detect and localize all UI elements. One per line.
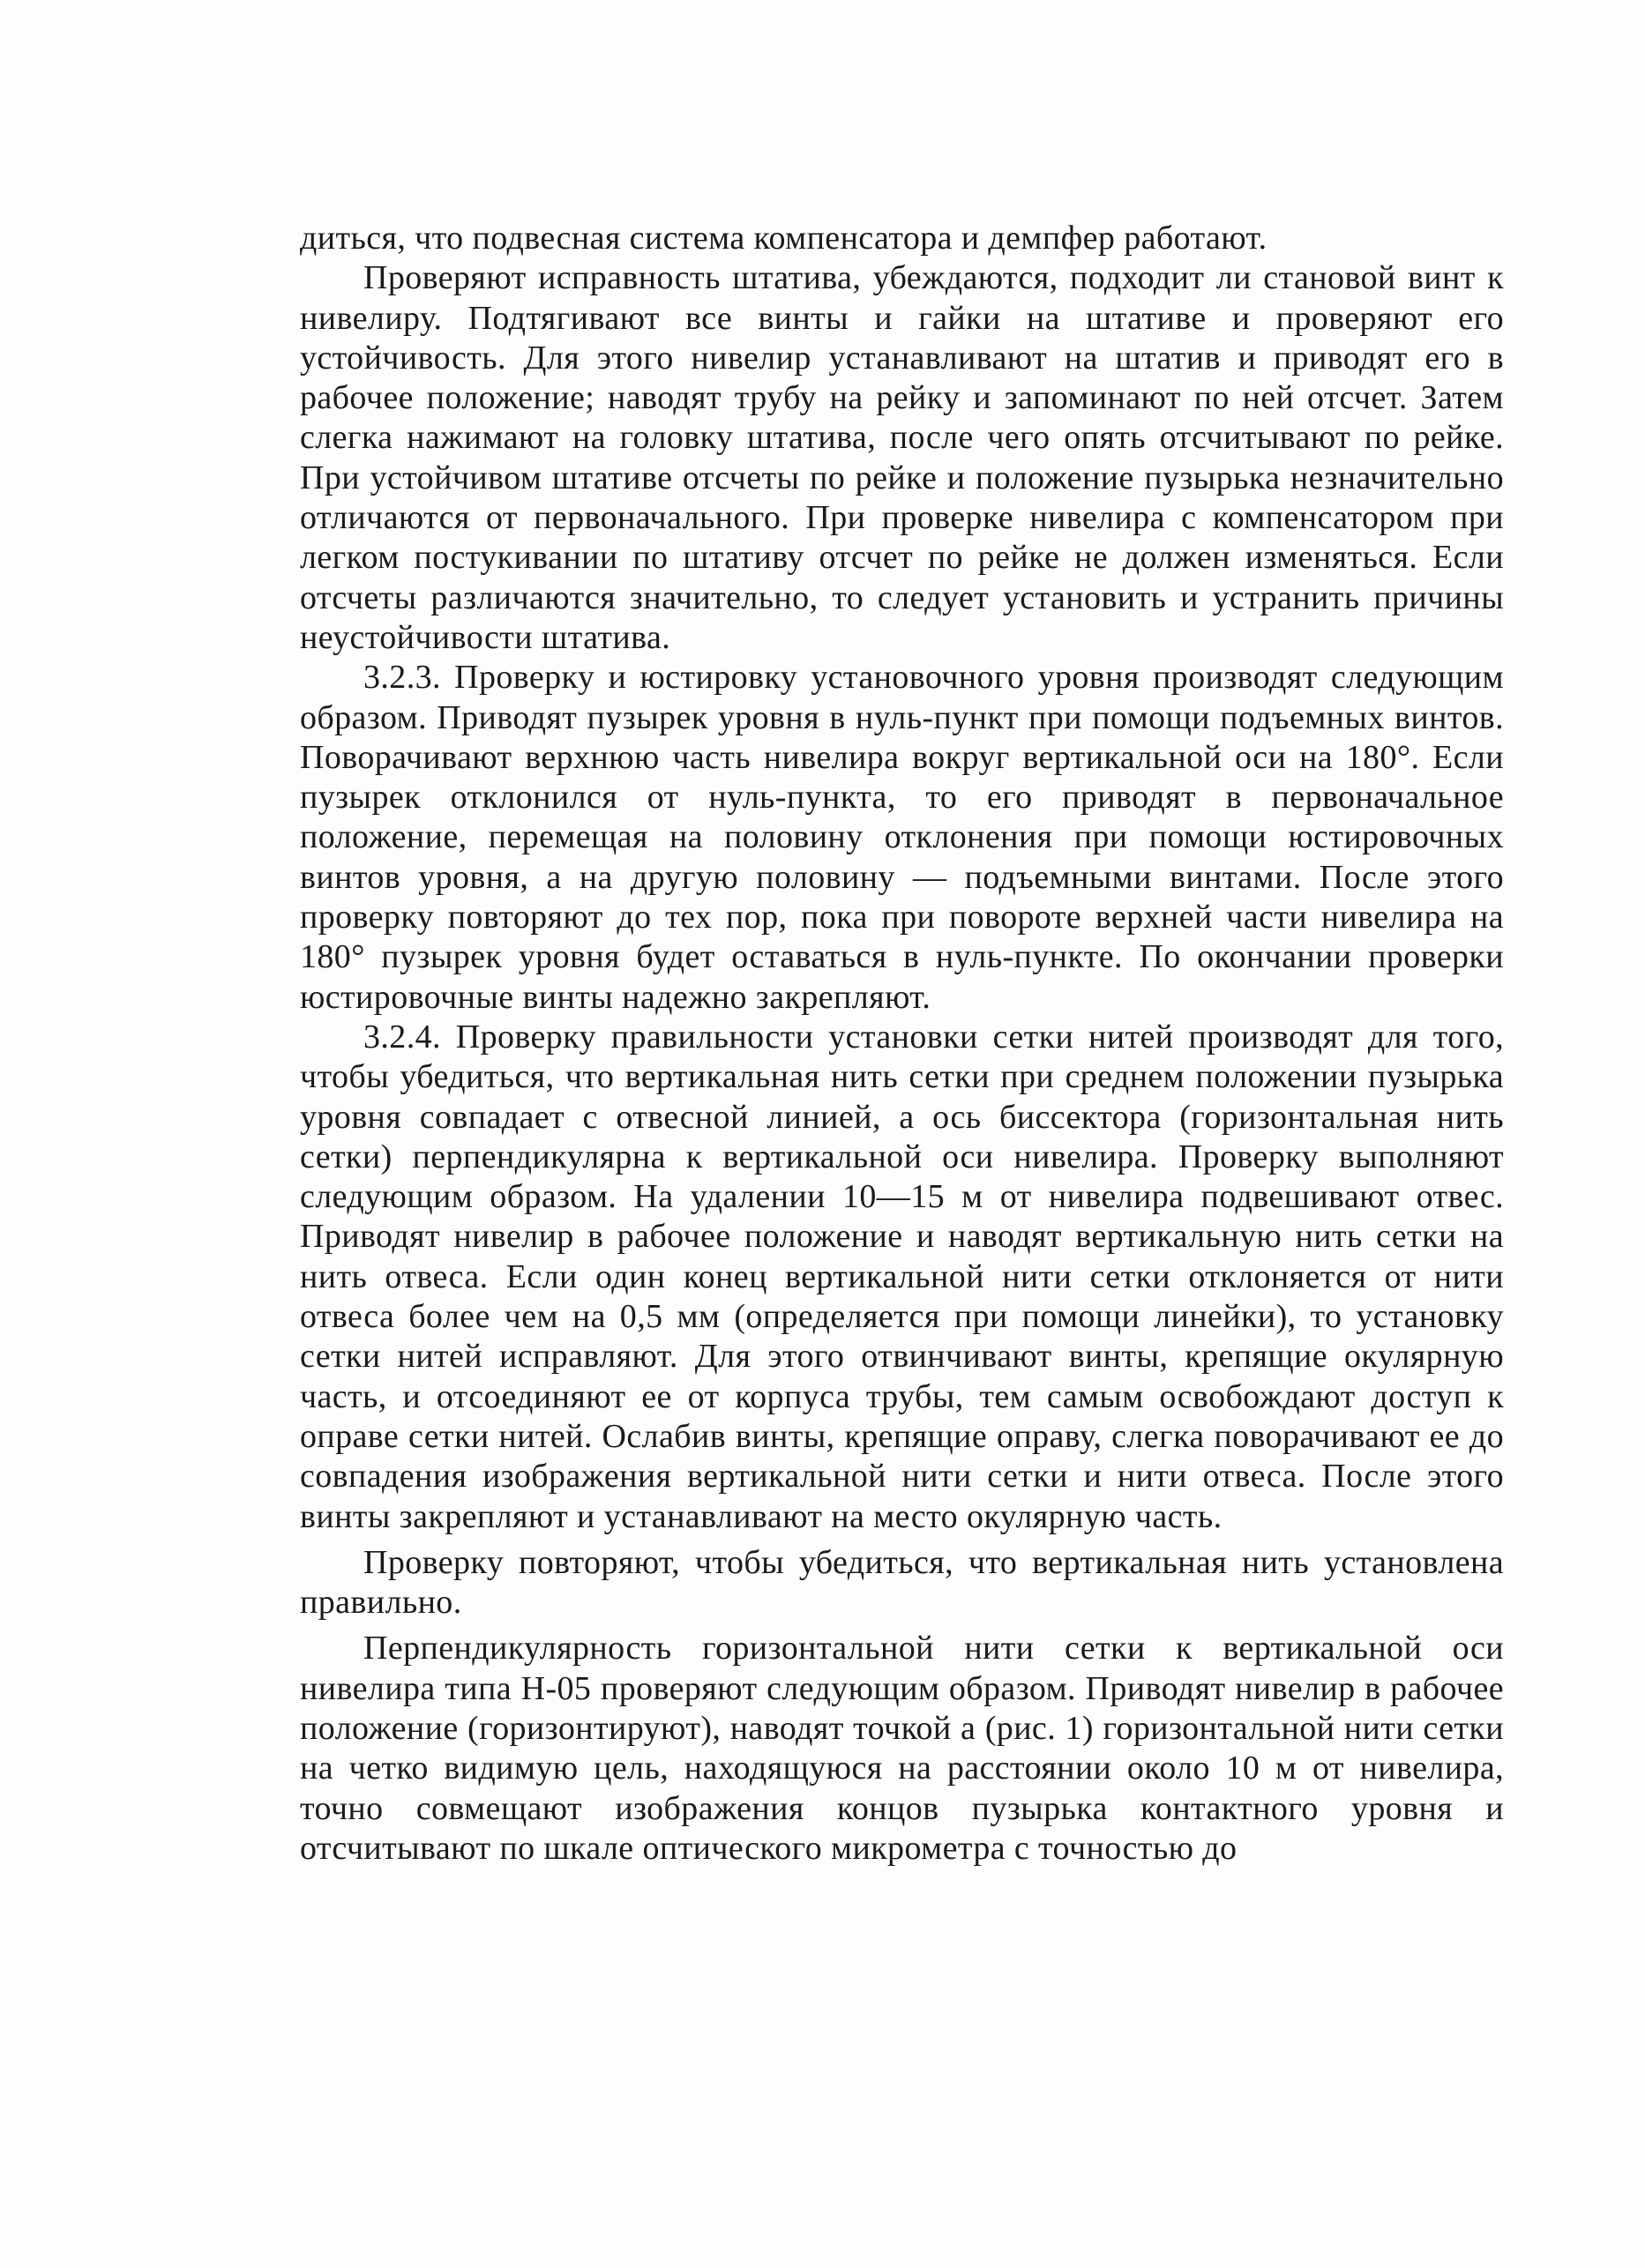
paragraph-continuation: диться, что подвесная система компенсатора и демпфер работают. bbox=[300, 220, 1267, 257]
paragraph-tripod-check: Проверяют исправность штатива, убеждаются, подходит ли становой винт к нивелиру. Подтягивают все винты и гайки на штативе и проверяют его устойчивость. Для этого нивелир устанавливают на штатив и приводят его в рабочее положение; наводят трубу на рейку и запоминают по ней отсчет. Затем слегка нажимают на головку штатива, после чего опять отсчитывают по рейке. При устойчивом штативе отсчеты по рейке и положение пузырька незначительно отличаются от первоначального. При проверке нивелира с компенсатором при легком постукивании по штативу отсчет по рейке не должен изменяться. Если отсчеты различаются значительно, то следует установить и устранить причины неустойчивости штатива. bbox=[300, 259, 1504, 656]
paragraph-3-2-4-reticle-check: 3.2.4. Проверку правильности установки сетки нитей производят для того, чтобы убедиться, что вертикальная нить сетки при среднем положении пузырька уровня совпадает с отвесной линией, а ось биссектора (горизонтальная нить сетки) перпендикулярна к вертикальной оси нивелира. Проверку выполняют следующим образом. На удалении 10—15 м от нивелира подвешивают отвес. Приводят нивелир в рабочее положение и наводят вертикальную нить сетки на нить отвеса. Если один конец вертикальной нити сетки отклоняется от нити отвеса более чем на 0,5 мм (определяется при помощи линейки), то установку сетки нитей исправляют. Для этого отвинчивают винты, крепящие окулярную часть, и отсоединяют ее от корпуса трубы, тем самым освобождают доступ к оправе сетки нитей. Ослабив винты, крепящие оправу, слегка поворачивают ее до совпадения изображения вертикальной нити сетки и нити отвеса. После этого винты закрепляют и устанавливают на место окулярную часть. bbox=[300, 1018, 1504, 1535]
paragraph-perpendicularity: Перпендикулярность горизонтальной нити сетки к вертикальной оси нивелира типа Н-05 проверяют следующим образом. Приводят нивелир в рабочее положение (горизонтируют), наводят точкой а (рис. 1) горизонтальной нити сетки на четко видимую цель, находящуюся на расстоянии около 10 м от нивелира, точно совмещают изображения концов пузырька контактного уровня и отсчитывают по шкале оптического микрометра с точностью до bbox=[300, 1630, 1504, 1867]
body-text bbox=[300, 219, 1504, 1869]
paragraph-3-2-3-level-check: 3.2.3. Проверку и юстировку установочного уровня производят следующим образом. Приводят пузырек уровня в нуль-пункт при помощи подъемных винтов. Поворачивают верхнюю часть нивелира вокруг вертикальной оси на 180°. Если пузырек отклонился от нуль-пункта, то его приводят в первоначальное положение, перемещая на половину отклонения при помощи юстировочных винтов уровня, а на другую половину — подъемными винтами. После этого проверку повторяют до тех пор, пока при повороте верхней части нивелира на 180° пузырек уровня будет оставаться в нуль-пункте. По окончании проверки юстировочные винты надежно закрепляют. bbox=[300, 659, 1504, 1016]
paragraph-repeat-check: Проверку повторяют, чтобы убедиться, что вертикальная нить установлена правильно. bbox=[300, 1543, 1504, 1622]
